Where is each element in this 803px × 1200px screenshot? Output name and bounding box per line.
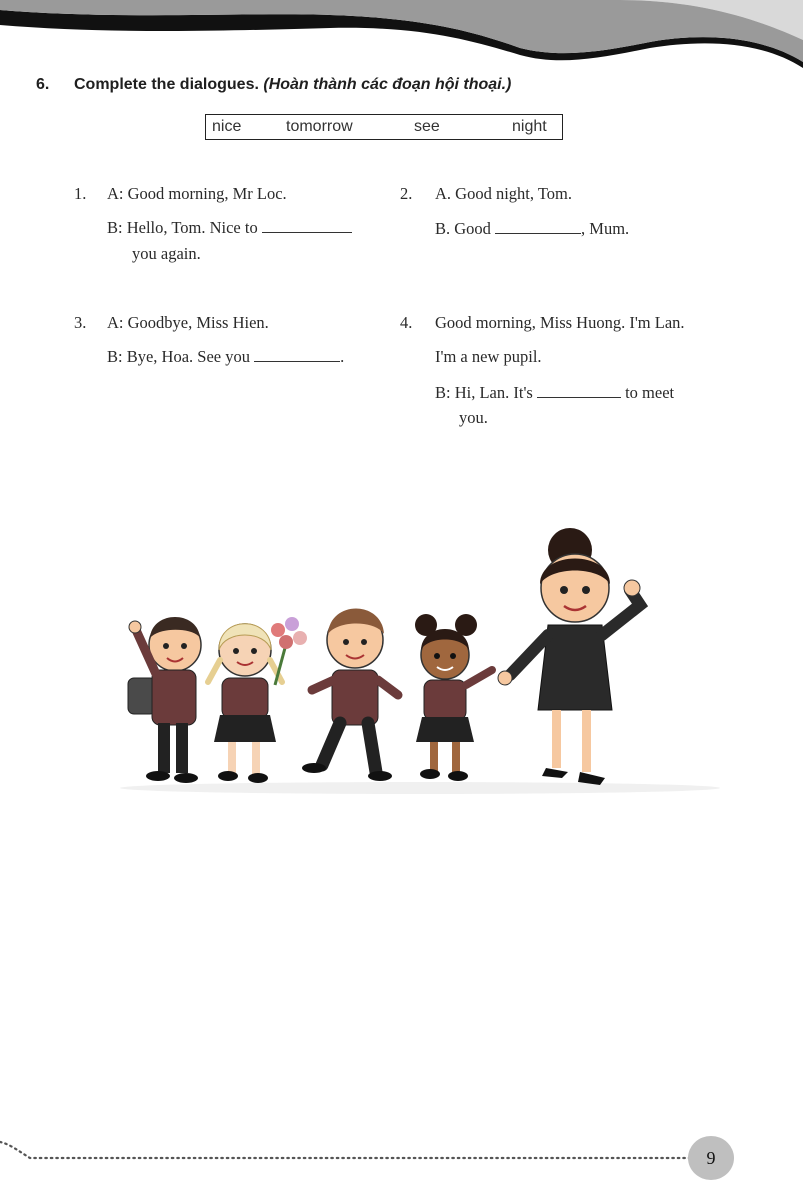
answer-blank[interactable]	[262, 218, 352, 233]
teacher-and-pupils-illustration	[100, 510, 740, 810]
dialogue-line: A: Goodbye, Miss Hien.	[107, 313, 269, 332]
pupil-girl-1	[208, 617, 307, 783]
dialogue-text: to meet	[625, 383, 675, 402]
word-box-item: see	[414, 118, 440, 135]
dialogue-line	[435, 383, 674, 403]
dialogue-text: .	[340, 347, 345, 366]
pupil-boy-2	[302, 609, 398, 782]
word-box-item: nice	[212, 118, 242, 135]
dialogue-text: B. Good	[435, 219, 491, 238]
dialogue-line: you.	[459, 408, 488, 427]
pupil-boy-1	[128, 617, 201, 783]
exercise-instruction: Complete the dialogues.	[74, 76, 259, 93]
flower-bouquet	[271, 617, 307, 685]
dialogue-text: B: Hello, Tom. Nice to	[107, 218, 258, 237]
word-box	[205, 114, 563, 140]
dialogue-number: 1.	[74, 184, 87, 203]
word-box-item: tomorrow	[286, 118, 353, 135]
dialogue-line: Good morning, Miss Huong. I'm Lan.	[435, 313, 685, 332]
dialogue-1	[74, 184, 394, 264]
answer-blank[interactable]	[495, 219, 581, 234]
dialogue-text: B: Hi, Lan. It's	[435, 383, 533, 402]
answer-blank[interactable]	[537, 383, 621, 398]
exercise-heading	[36, 76, 511, 94]
exercise-number: 6.	[36, 76, 50, 93]
dialogue-line: A. Good night, Tom.	[435, 184, 572, 203]
dialogue-4	[400, 313, 745, 433]
dialogue-line: I'm a new pupil.	[435, 347, 542, 366]
header-decoration	[0, 0, 803, 80]
dialogue-line	[107, 347, 344, 367]
pupil-girl-2	[415, 614, 492, 781]
dialogue-line	[107, 218, 352, 238]
dialogue-number: 3.	[74, 313, 87, 332]
word-box-item: night	[512, 118, 547, 135]
dialogue-number: 2.	[400, 184, 413, 203]
footer-dotted-line	[0, 1130, 803, 1180]
dialogue-number: 4.	[400, 313, 413, 332]
dialogue-2	[400, 184, 700, 244]
dialogue-text: , Mum.	[581, 219, 630, 238]
teacher-figure	[498, 528, 640, 785]
dialogue-line	[435, 219, 629, 239]
page-number-badge	[688, 1136, 734, 1180]
dialogue-line: you again.	[132, 244, 201, 263]
dialogue-text: B: Bye, Hoa. See you	[107, 347, 250, 366]
dialogue-3	[74, 313, 394, 373]
dialogue-line: A: Good morning, Mr Loc.	[107, 184, 287, 203]
page-number: 9	[706, 1147, 716, 1168]
exercise-instruction-vi: (Hoàn thành các đoạn hội thoại.)	[263, 76, 512, 93]
answer-blank[interactable]	[254, 347, 340, 362]
